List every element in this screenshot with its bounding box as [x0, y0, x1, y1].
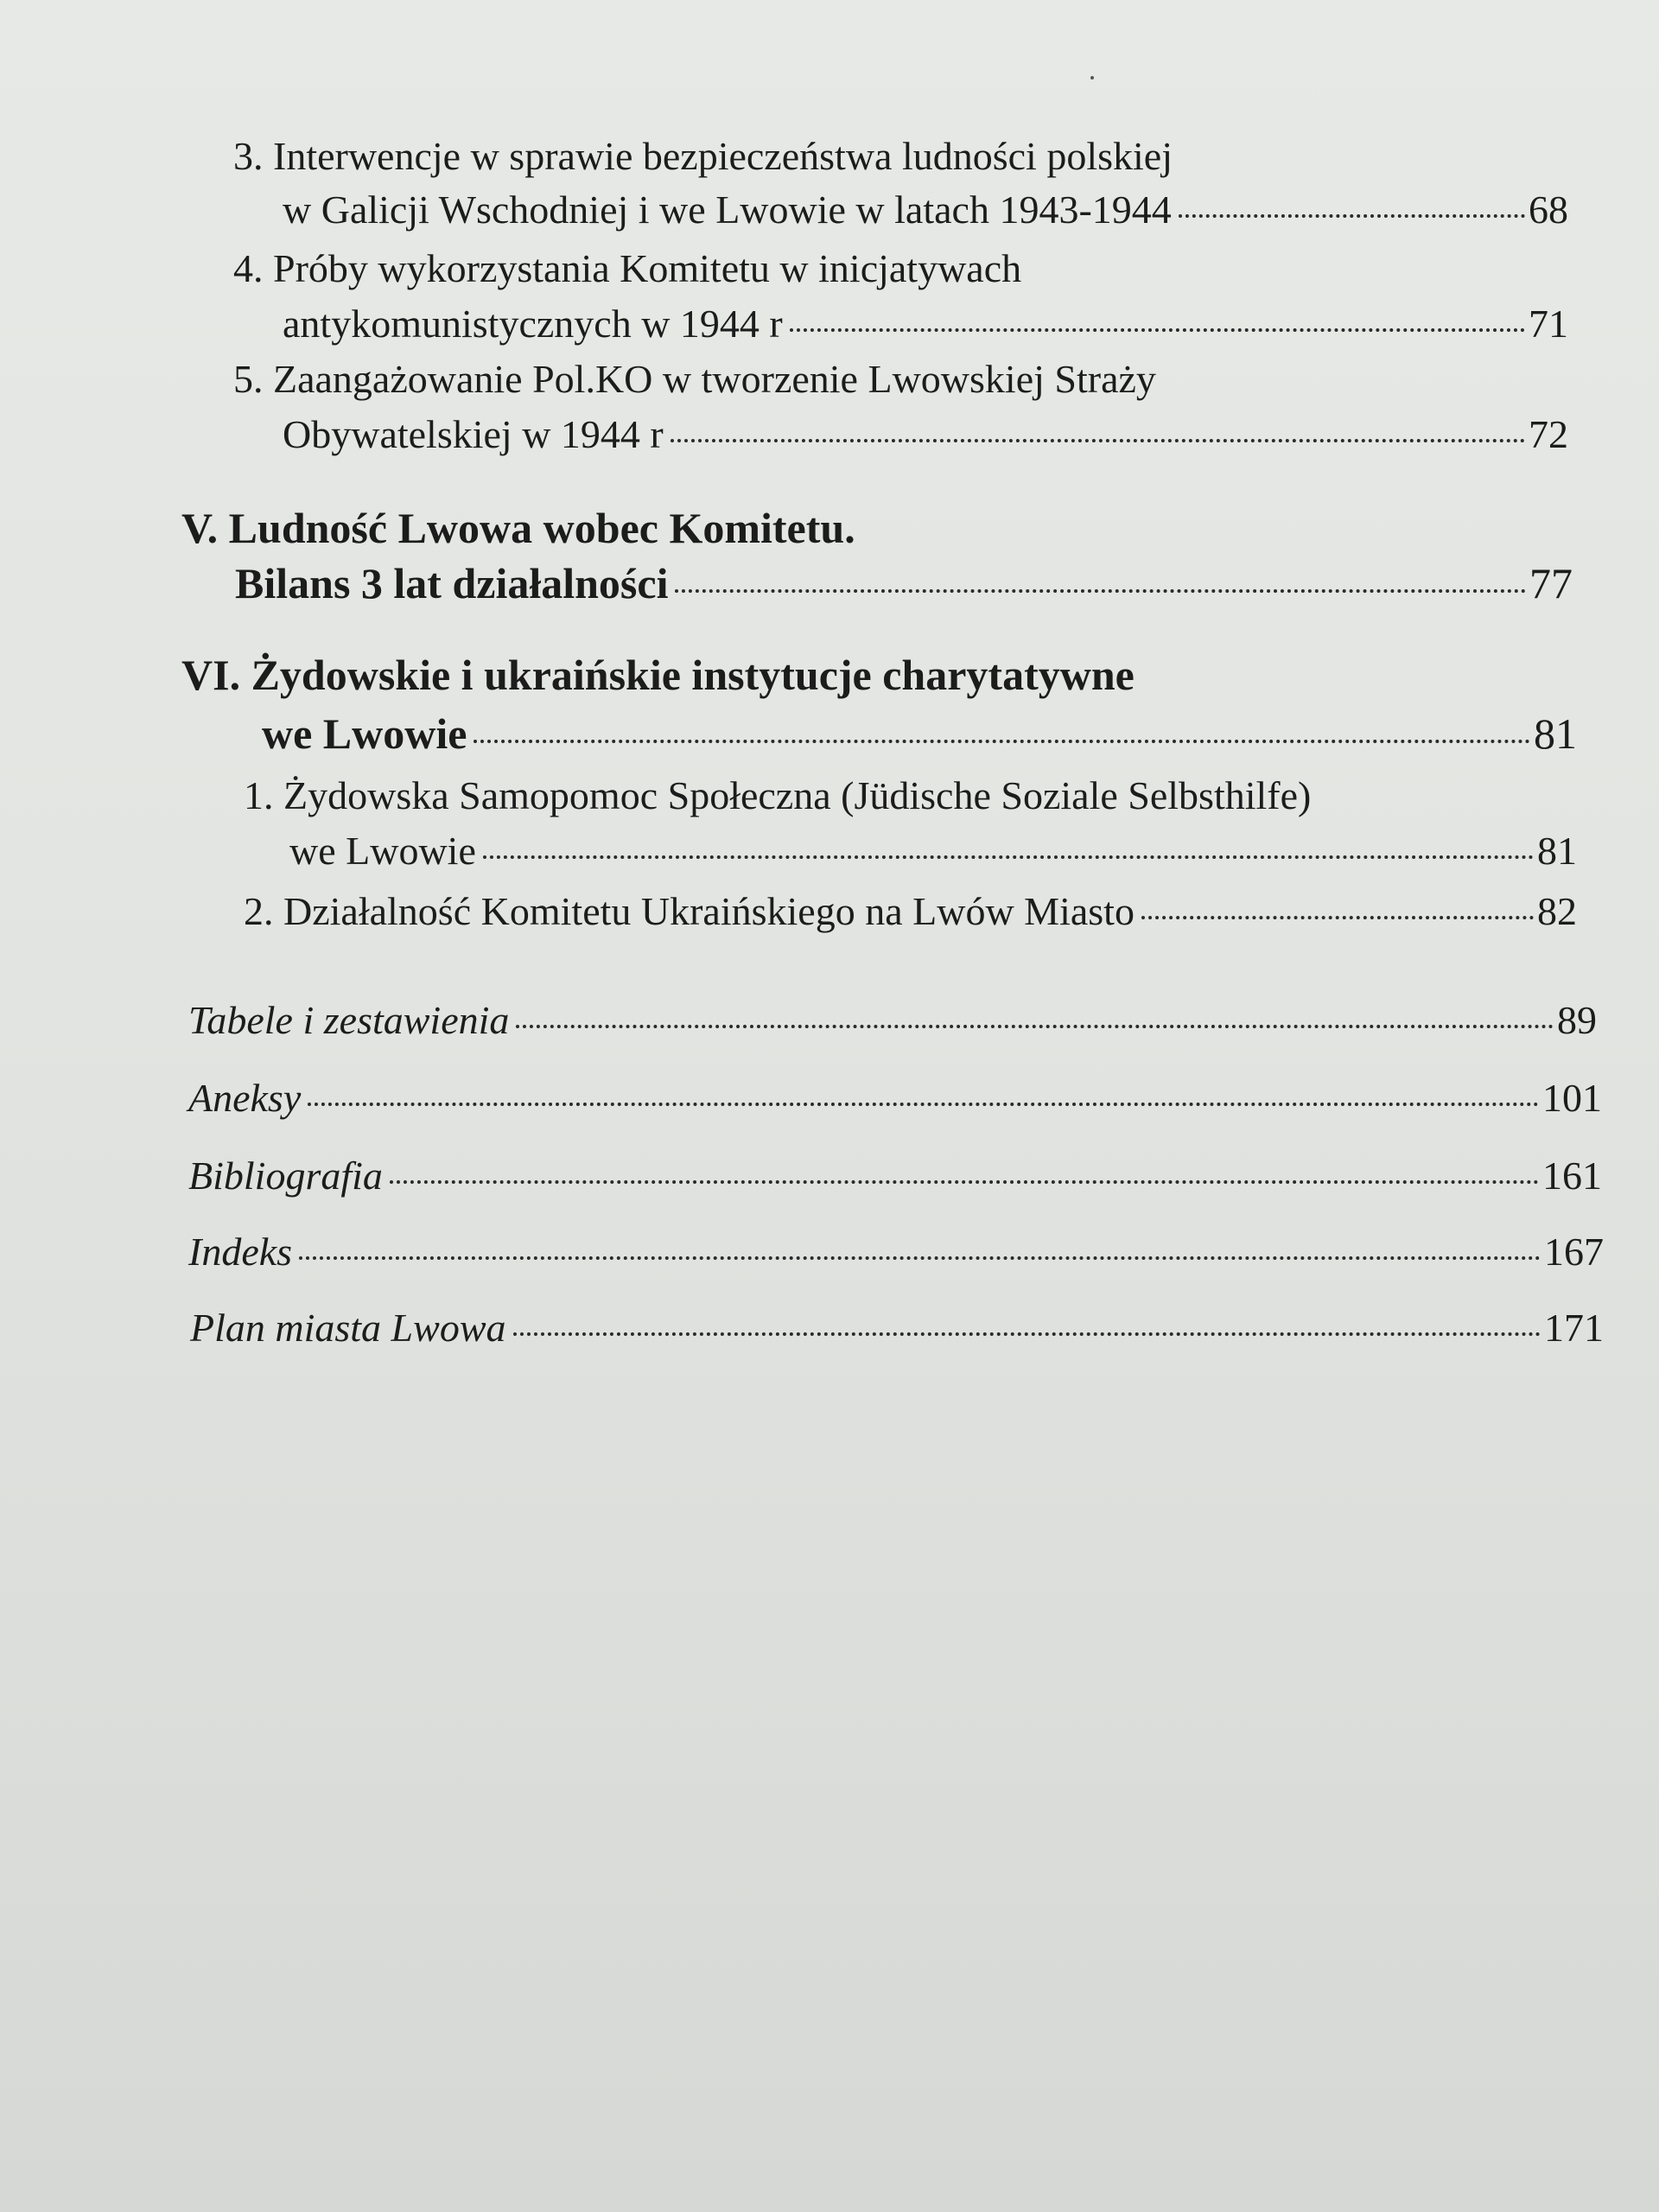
toc-item-4-entry[interactable]: [283, 304, 1568, 344]
toc-appendix-tables-label: Tabele i zestawienia: [188, 998, 510, 1042]
dot-leader: [790, 328, 1525, 332]
toc-appendix-tables-page: 89: [1557, 998, 1597, 1042]
toc-appendix-annexes-page: 101: [1542, 1076, 1602, 1120]
toc-appendix-bibliography-page: 161: [1542, 1154, 1602, 1198]
toc-appendix-index-label: Indeks: [188, 1230, 293, 1274]
toc-item-3-line1: 3. Interwencje w sprawie bezpieczeństwa ludności polskiej: [233, 134, 1173, 178]
toc-item-6-1-line1: 1. Żydowska Samopomoc Społeczna (Jüdische Soziale Selbsthilfe): [244, 773, 1312, 817]
dot-leader: [516, 1025, 1554, 1028]
toc-appendix-bibliography[interactable]: [188, 1156, 1602, 1196]
toc-item-3-entry[interactable]: [283, 190, 1568, 230]
toc-item-4-line2: antykomunistycznych w 1944 r: [283, 302, 783, 346]
dot-leader: [675, 589, 1526, 593]
toc-appendix-tables[interactable]: [188, 998, 1597, 1042]
dot-leader: [671, 439, 1525, 442]
toc-item-6-2-line1: 2. Działalność Komitetu Ukraińskiego na Lwów Miasto: [244, 889, 1135, 933]
toc-chapter-6-line1: VI. Żydowskie i ukraińskie instytucje charytatywne: [181, 651, 1135, 699]
toc-item-5-page: 72: [1529, 412, 1568, 456]
toc-item-6-2-entry[interactable]: [244, 889, 1577, 933]
dot-leader: [299, 1256, 1541, 1260]
toc-appendix-annexes-label: Aneksy: [188, 1076, 302, 1120]
toc-chapter-5-line1: V. Ludność Lwowa wobec Komitetu.: [181, 504, 855, 552]
toc-item-4-line1: 4. Próby wykorzystania Komitetu w inicjatywach: [233, 246, 1022, 290]
toc-appendix-index[interactable]: [188, 1232, 1604, 1272]
toc-chapter-6-page: 81: [1534, 709, 1577, 758]
toc-chapter-6-entry[interactable]: [262, 709, 1577, 758]
toc-chapter-6-line2: we Lwowie: [262, 709, 467, 758]
dot-leader: [1141, 916, 1534, 919]
toc-item-4-page: 71: [1529, 302, 1568, 346]
toc-chapter-5-page: 77: [1529, 559, 1573, 607]
dot-leader: [308, 1103, 1539, 1106]
toc-appendix-city-plan-label: Plan miasta Lwowa: [190, 1306, 506, 1350]
dot-leader: [513, 1332, 1541, 1336]
dot-leader: [390, 1180, 1539, 1184]
toc-item-5-line1: 5. Zaangażowanie Pol.KO w tworzenie Lwowskiej Straży: [233, 357, 1156, 401]
toc-item-6-1-page: 81: [1537, 829, 1577, 873]
toc-chapter-5-entry[interactable]: [235, 559, 1573, 607]
toc-appendix-city-plan[interactable]: [190, 1308, 1604, 1348]
toc-appendix-annexes[interactable]: [188, 1078, 1602, 1118]
toc-item-3-page: 68: [1529, 188, 1568, 232]
toc-item-3-line2: w Galicji Wschodniej i we Lwowie w latach 1943-1944: [283, 188, 1172, 232]
toc-appendix-bibliography-label: Bibliografia: [188, 1154, 383, 1198]
toc-item-5-line2: Obywatelskiej w 1944 r: [283, 412, 664, 456]
paper-speck: [1090, 76, 1094, 79]
toc-item-6-1-entry[interactable]: [289, 831, 1577, 871]
dot-leader: [474, 740, 1530, 743]
dot-leader: [483, 855, 1534, 859]
toc-item-6-2-page: 82: [1537, 889, 1577, 933]
toc-item-5-entry[interactable]: [283, 412, 1568, 456]
toc-item-6-1-line2: we Lwowie: [289, 829, 476, 873]
dot-leader: [1179, 214, 1525, 218]
toc-chapter-5-line2: Bilans 3 lat działalności: [235, 559, 669, 607]
toc-appendix-index-page: 167: [1544, 1230, 1604, 1274]
toc-appendix-city-plan-page: 171: [1544, 1306, 1604, 1350]
